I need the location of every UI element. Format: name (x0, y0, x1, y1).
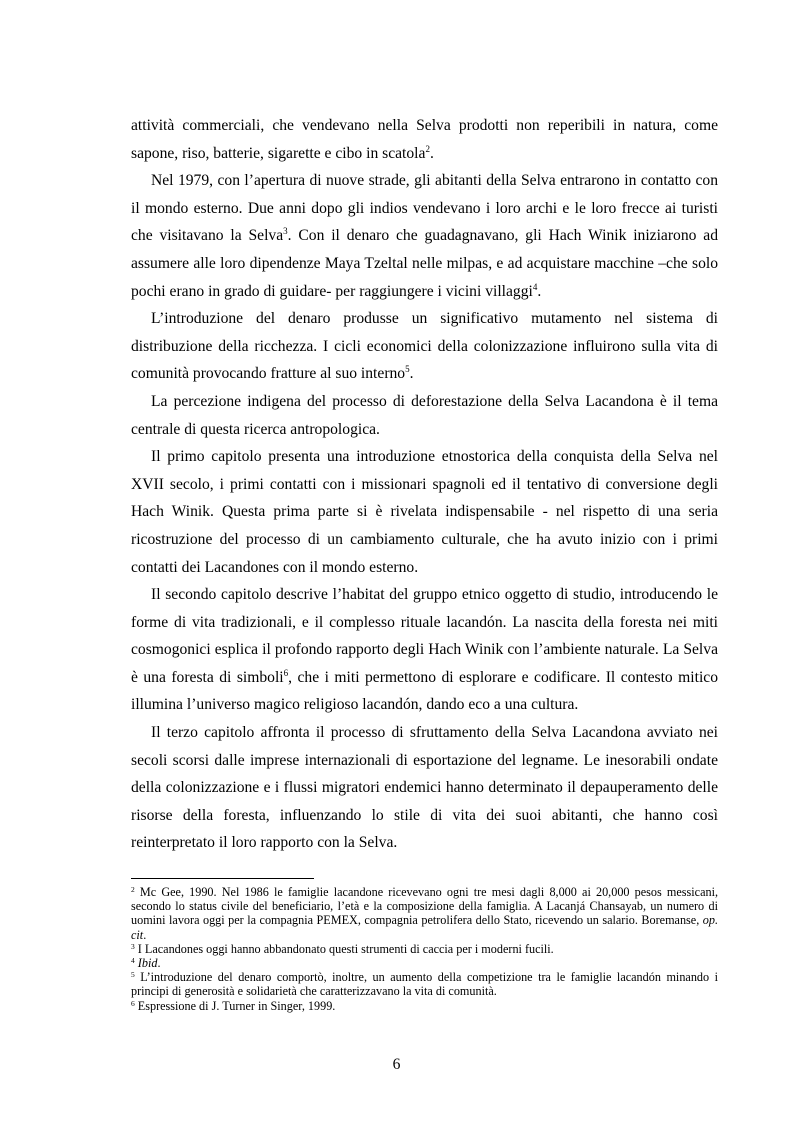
footnote-ref[interactable]: 5 (405, 364, 410, 375)
footnote: $^6$ Espressione di J. Turner in Singer, 1999. (131, 998, 336, 1013)
paragraph: Nel 1979, con l’apertura di nuove strade, gli abitanti della Selva entrarono in contatto con il mondo esterno. Due anni dopo gli indios vendevano i loro archi e le loro frecce ai turisti che visitavano la Selva$^3$. Con il denaro che guadagnavano, gli Hach Winik iniziarono ad assumere alle loro dipendenze Maya Tzeltal nelle milpas, e ad acquistare macchine –che solo pochi erano in grado di guidare- per raggiungere i vicini villaggi$^4$. (131, 172, 718, 300)
footnote: $^3$ I Lacandones oggi hanno abbandonato questi strumenti di caccia per i moderni fucili. (131, 941, 554, 956)
footnote-ref[interactable]: 3 (283, 226, 288, 237)
footnote-ref[interactable]: 2 (425, 143, 430, 154)
paragraph: Il primo capitolo presenta una introduzione etnostorica della conquista della Selva nel XVII secolo, i primi contatti con i missionari spagnoli ed il tentativo di conversione degli Hach Winik. Questa prima parte si è rivelata indispensabile - nel rispetto di una seria ricostruzione del processo di un cambiamento culturale, che ha avuto inizio con i primi contatti dei Lacandones con il mondo esterno. (131, 448, 718, 576)
footnote: $^2$ Mc Gee, 1990. Nel 1986 le famiglie lacandone ricevevano ogni tre mesi dagli 8,000 ai 20,000 pesos messicani, secondo lo status civile del beneficiario, l’età e la composizione della famiglia. A Lacanjá Chansayab, un numero di uomini lavora oggi per la compagnia PEMEX, compagnia petrolifera dello Stato, ricevendo un salario. Boremanse, op. cit. (131, 885, 719, 942)
footnote-divider (131, 878, 314, 879)
paragraph: La percezione indigena del processo di deforestazione della Selva Lacandona è il tema centrale di questa ricerca antropologica. (131, 392, 718, 438)
paragraph: Il secondo capitolo descrive l’habitat del gruppo etnico oggetto di studio, introducendo le forme di vita tradizionali, e il complesso rituale lacandón. La nascita della foresta nei miti cosmogonici esplica il profondo rapporto degli Hach Winik con l’ambiente naturale. La Selva è una foresta di simboli$^6$, che i miti permettono di esplorare e codificare. Il contesto mitico illumina l’universo magico religioso lacandón, dando eco a una cultura. (131, 586, 719, 714)
paragraph: Il terzo capitolo affronta il processo di sfruttamento della Selva Lacandona avviato nei secoli scorsi dalle imprese internazionali di esportazione del legname. Le inesorabili ondate della colonizzazione e i flussi migratori endemici hanno determinato il depauperamento delle risorse della foresta, influenzando lo stile di vita dei suoi abitanti, che hanno così reinterpretato il loro rapporto con la Selva. (131, 724, 718, 852)
footnote: $^5$ L’introduzione del denaro comportò, inoltre, un aumento della competizione tra le famiglie lacandón minando i principi di generosità e solidarietà che caratterizzavano la vita di comunità. (131, 970, 719, 999)
footnote: $^4$ Ibid. (131, 956, 161, 971)
footnote-ref[interactable]: 6 (283, 667, 289, 678)
paragraph: L’introduzione del denaro produsse un significativo mutamento nel sistema di distribuzione della ricchezza. I cicli economici della colonizzazione influirono sulla vita di comunità provocando fratture al suo interno$^5$. (131, 310, 718, 383)
footnote-ref[interactable]: 4 (532, 281, 538, 292)
paragraph: attività commerciali, che vendevano nella Selva prodotti non reperibili in natura, come sapone, riso, batterie, sigarette e cibo in scatola$^2$. (131, 117, 718, 162)
body-text (131, 112, 718, 857)
footnotes (131, 885, 718, 1013)
page-number: 6 (392, 1056, 401, 1073)
